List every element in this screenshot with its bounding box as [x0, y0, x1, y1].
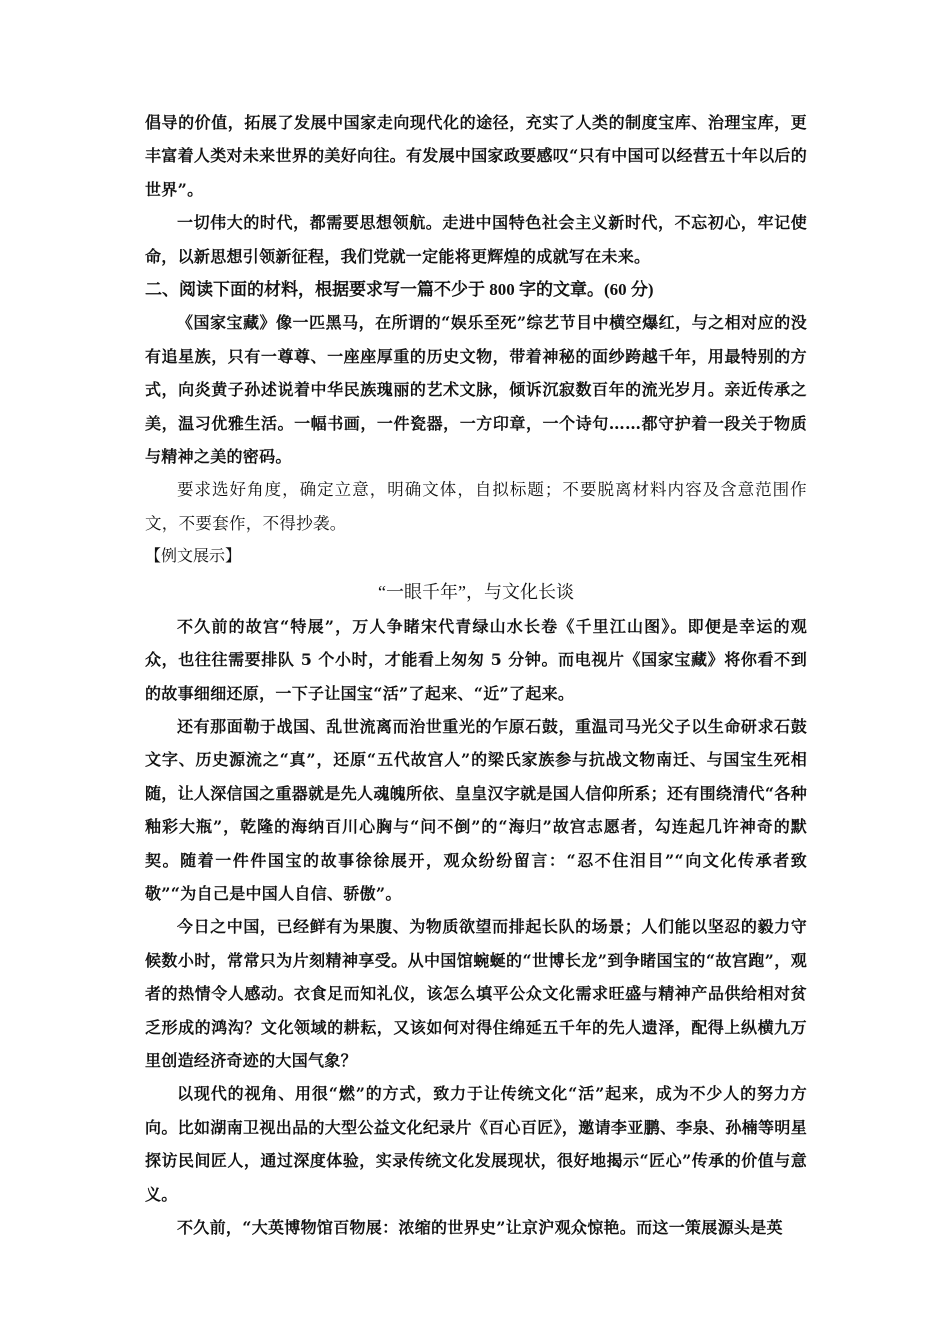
document-page [145, 106, 807, 1244]
essay-paragraph-5: 不久前，“大英博物馆百物展：浓缩的世界史”让京沪观众惊艳。而这一策展源头是英 [177, 1218, 783, 1237]
essay-paragraph-1: 不久前的故宫“特展”，万人争睹宋代青绿山水长卷《千里江山图》。即便是幸运的观众，也往往需要排队 5 个小时，才能看上匆匆 5 分钟。而电视片《国家宝藏》将你看不到的故事细细还原，一下子让国宝“活”了起来、“近”了起来。 [145, 616, 807, 703]
intro-paragraph-2: 一切伟大的时代，都需要思想领航。走进中国特色社会主义新时代，不忘初心，牢记使命，以新思想引领新征程，我们党就一定能将更辉煌的成就写在未来。 [145, 213, 807, 266]
essay-title: “一眼千年”，与文化长谈 [378, 581, 574, 602]
essay-paragraph-2: 还有那面勒于战国、乱世流离而治世重光的乍原石鼓，重温司马光父子以生命研求石鼓文字、历史源流之“真”，还原“五代故宫人”的梁氏家族参与抗战文物南迁、与国宝生死相随，让人深信国之重器就是先人魂魄所依、皇皇汉字就是国人信仰所系；还有围绕清代“各种釉彩大瓶”，乾隆的海纳百川心胸与“问不倒”的“海归”故宫志愿者，勾连起几许神奇的默契。随着一件件国宝的故事徐徐展开，观众纷纷留言：“忍不住泪目”“向文化传承者致敬”“为自己是中国人自信、骄傲”。 [145, 716, 807, 903]
essay-paragraph-4: 以现代的视角、用很“燃”的方式，致力于让传统文化“活”起来，成为不少人的努力方向。比如湖南卫视出品的大型公益文化纪录片《百心百匠》，邀请李亚鹏、李泉、孙楠等明星探访民间匠人，通过深度体验，实录传统文化发展现状，很好地揭示“匠心”传承的价值与意义。 [145, 1084, 807, 1204]
intro-paragraph-1: 倡导的价值，拓展了发展中国家走向现代化的途径，充实了人类的制度宝库、治理宝库，更丰富着人类对未来世界的美好向往。有发展中国家政要感叹“只有中国可以经营五十年以后的世界”。 [145, 113, 807, 199]
material-paragraph: 《国家宝藏》像一匹黑马，在所谓的“娱乐至死”综艺节目中横空爆红，与之相对应的没有追星族，只有一尊尊、一座座厚重的历史文物，带着神秘的面纱跨越千年，用最特别的方式，向炎黄子孙述说着中华民族瑰丽的艺术文脉，倾诉沉寂数百年的流光岁月。亲近传承之美，温习优雅生活。一幅书画，一件瓷器，一方印章，一个诗句……都守护着一段关于物质与精神之美的密码。 [145, 313, 807, 467]
essay-paragraph-3: 今日之中国，已经鲜有为果腹、为物质欲望而排起长队的场景；人们能以坚忍的毅力守候数小时，常常只为片刻精神享受。从中国馆蜿蜒的“世博长龙”到争睹国宝的“故宫跑”，观者的热情令人感动。衣食足而知礼仪，该怎么填平公众文化需求旺盛与精神产品供给相对贫乏形成的鸿沟？文化领域的耕耘，又该如何对得住绵延五千年的先人遗泽，配得上纵横九万里创造经济奇迹的大国气象？ [145, 917, 807, 1070]
requirement-paragraph: 要求选好角度，确定立意，明确文体，自拟标题；不要脱离材料内容及含意范围作文，不要套作，不得抄袭。 [145, 480, 807, 533]
section-heading: 二、阅读下面的材料，根据要求写一篇不少于 800 字的文章。(60 分) [145, 280, 654, 300]
example-label: 【例文展示】 [145, 548, 242, 566]
